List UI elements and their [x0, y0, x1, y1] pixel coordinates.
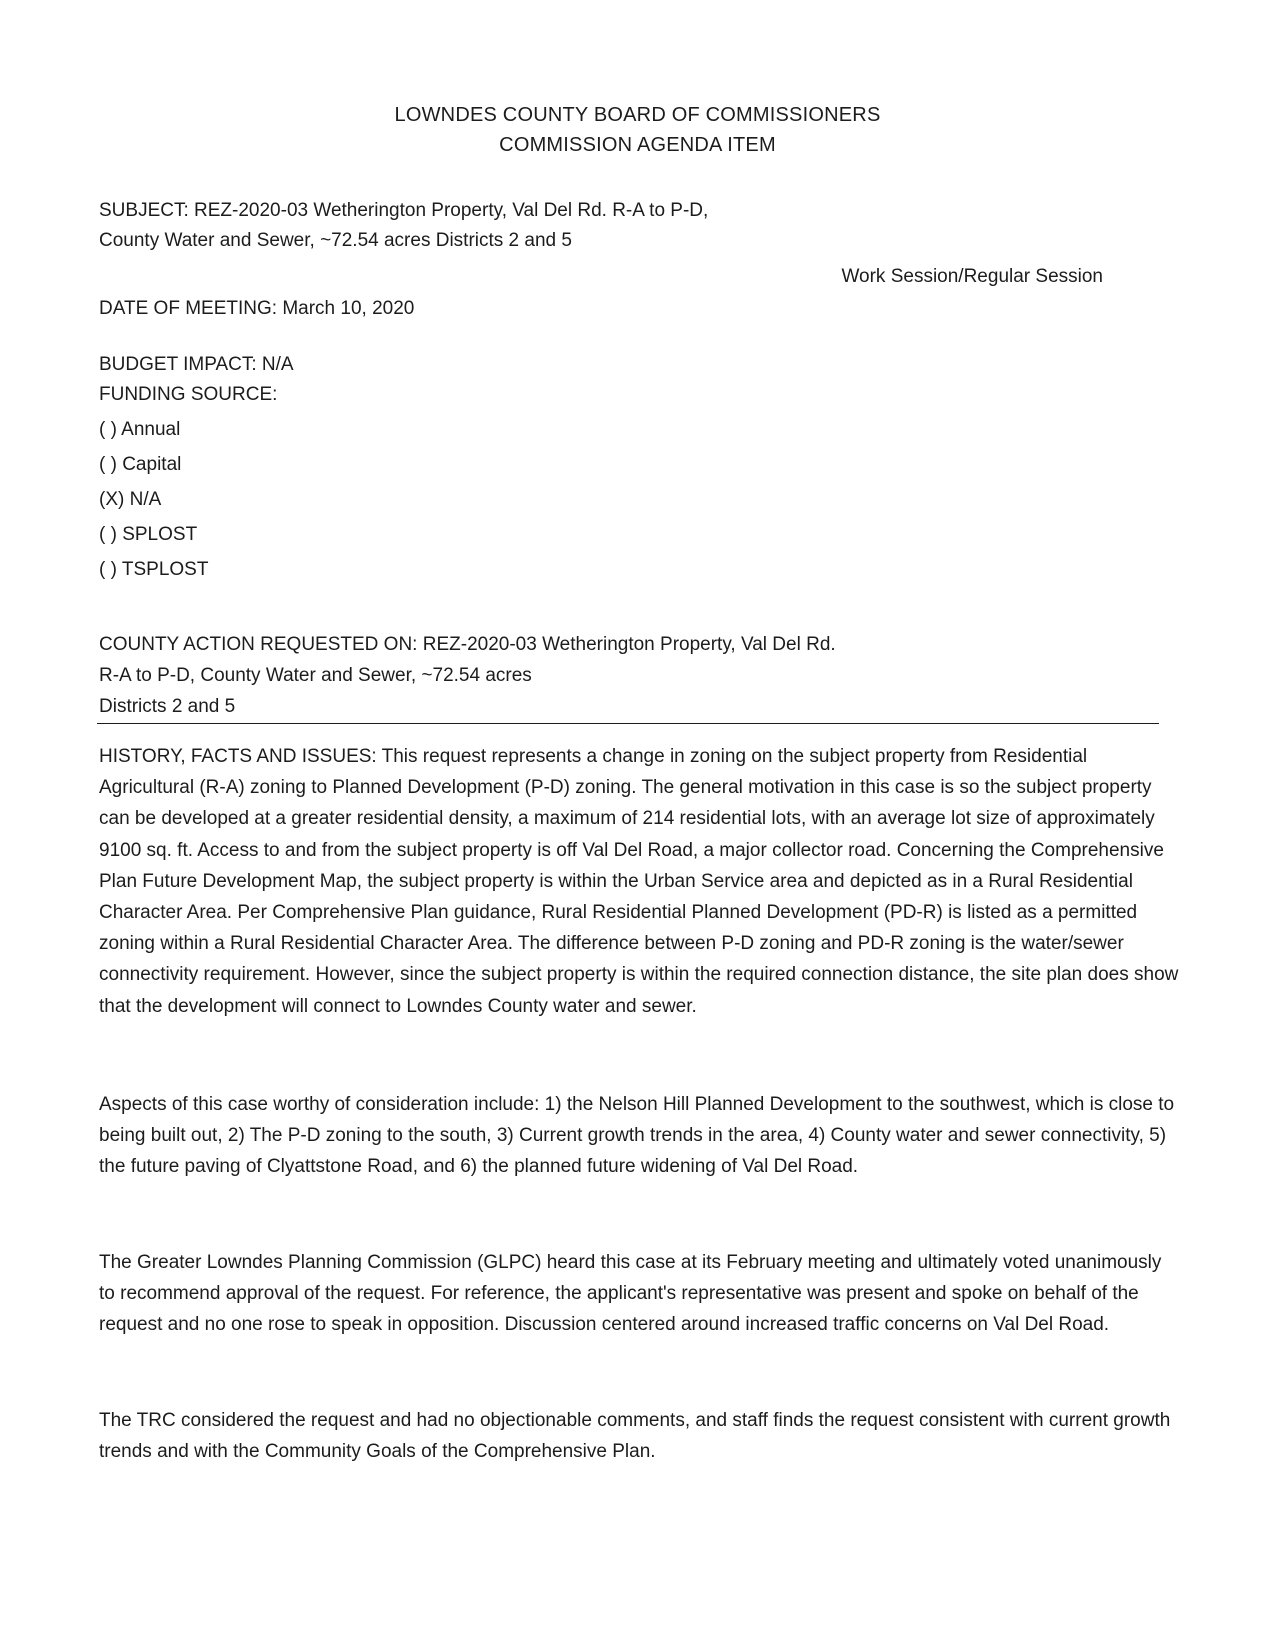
funding-option-annual: ( ) Annual [99, 419, 181, 440]
history-paragraph: HISTORY, FACTS AND ISSUES: This request represents a change in zoning on the subject property from Residential Agricultural (R-A) zoning to Planned Development (P-D) zoning. The general motivation in this case is so the subject property can be developed at a greater residential density, a maximum of 214 residential lots, with an average lot size of approximately 9100 sq. ft. Access to and from the subject property is off Val Del Road, a major collector road. Concerning the Comprehensive Plan Future Development Map, the subject property is within the Urban Service area and depicted as in a Rural Residential Character Area. Per Comprehensive Plan guidance, Rural Residential Planned Development (PD-R) is listed as a permitted zoning within a Rural Residential Character Area. The difference between P-D zoning and PD-R zoning is the water/sewer connectivity requirement. However, since the subject property is within the required connection distance, the site plan does show that the development will connect to Lowndes County water and sewer. [99, 746, 1179, 1017]
subject-line-2: County Water and Sewer, ~72.54 acres Districts 2 and 5 [99, 230, 572, 251]
county-action-line-3: Districts 2 and 5 [99, 696, 236, 717]
funding-option-na: (X) N/A [99, 489, 162, 510]
agenda-item-title: COMMISSION AGENDA ITEM [499, 134, 776, 156]
budget-impact: BUDGET IMPACT: N/A [99, 354, 294, 375]
board-title: LOWNDES COUNTY BOARD OF COMMISSIONERS [394, 104, 881, 126]
meeting-date: DATE OF MEETING: March 10, 2020 [99, 298, 415, 319]
trc-paragraph: The TRC considered the request and had no objectionable comments, and staff finds the request consistent with current growth trends and with the Community Goals of the Comprehensive Plan. [99, 1410, 1171, 1463]
county-action-line-1: COUNTY ACTION REQUESTED ON: REZ-2020-03 Wetherington Property, Val Del Rd. [99, 634, 836, 655]
glpc-paragraph: The Greater Lowndes Planning Commission (GLPC) heard this case at its February meeting and ultimately voted unanimously to recommend approval of the request. For reference, the applicant's representative was present and spoke on behalf of the request and no one rose to speak in opposition. Discussion centered around increased traffic concerns on Val Del Road. [99, 1252, 1162, 1336]
funding-option-capital: ( ) Capital [99, 454, 182, 475]
subject-line-1: SUBJECT: REZ-2020-03 Wetherington Property, Val Del Rd. R-A to P-D, [99, 200, 709, 221]
section-divider [97, 723, 1159, 724]
session-type: Work Session/Regular Session [841, 266, 1103, 287]
funding-option-tsplost: ( ) TSPLOST [99, 559, 209, 580]
funding-source-label: FUNDING SOURCE: [99, 384, 278, 405]
county-action-line-2: R-A to P-D, County Water and Sewer, ~72.54 acres [99, 665, 532, 686]
funding-option-splost: ( ) SPLOST [99, 524, 198, 545]
aspects-paragraph: Aspects of this case worthy of consideration include: 1) the Nelson Hill Planned Development to the southwest, which is close to being built out, 2) The P-D zoning to the south, 3) Current growth trends in the area, 4) County water and sewer connectivity, 5) the future paving of Clyattstone Road, and 6) the planned future widening of Val Del Road. [99, 1094, 1175, 1178]
